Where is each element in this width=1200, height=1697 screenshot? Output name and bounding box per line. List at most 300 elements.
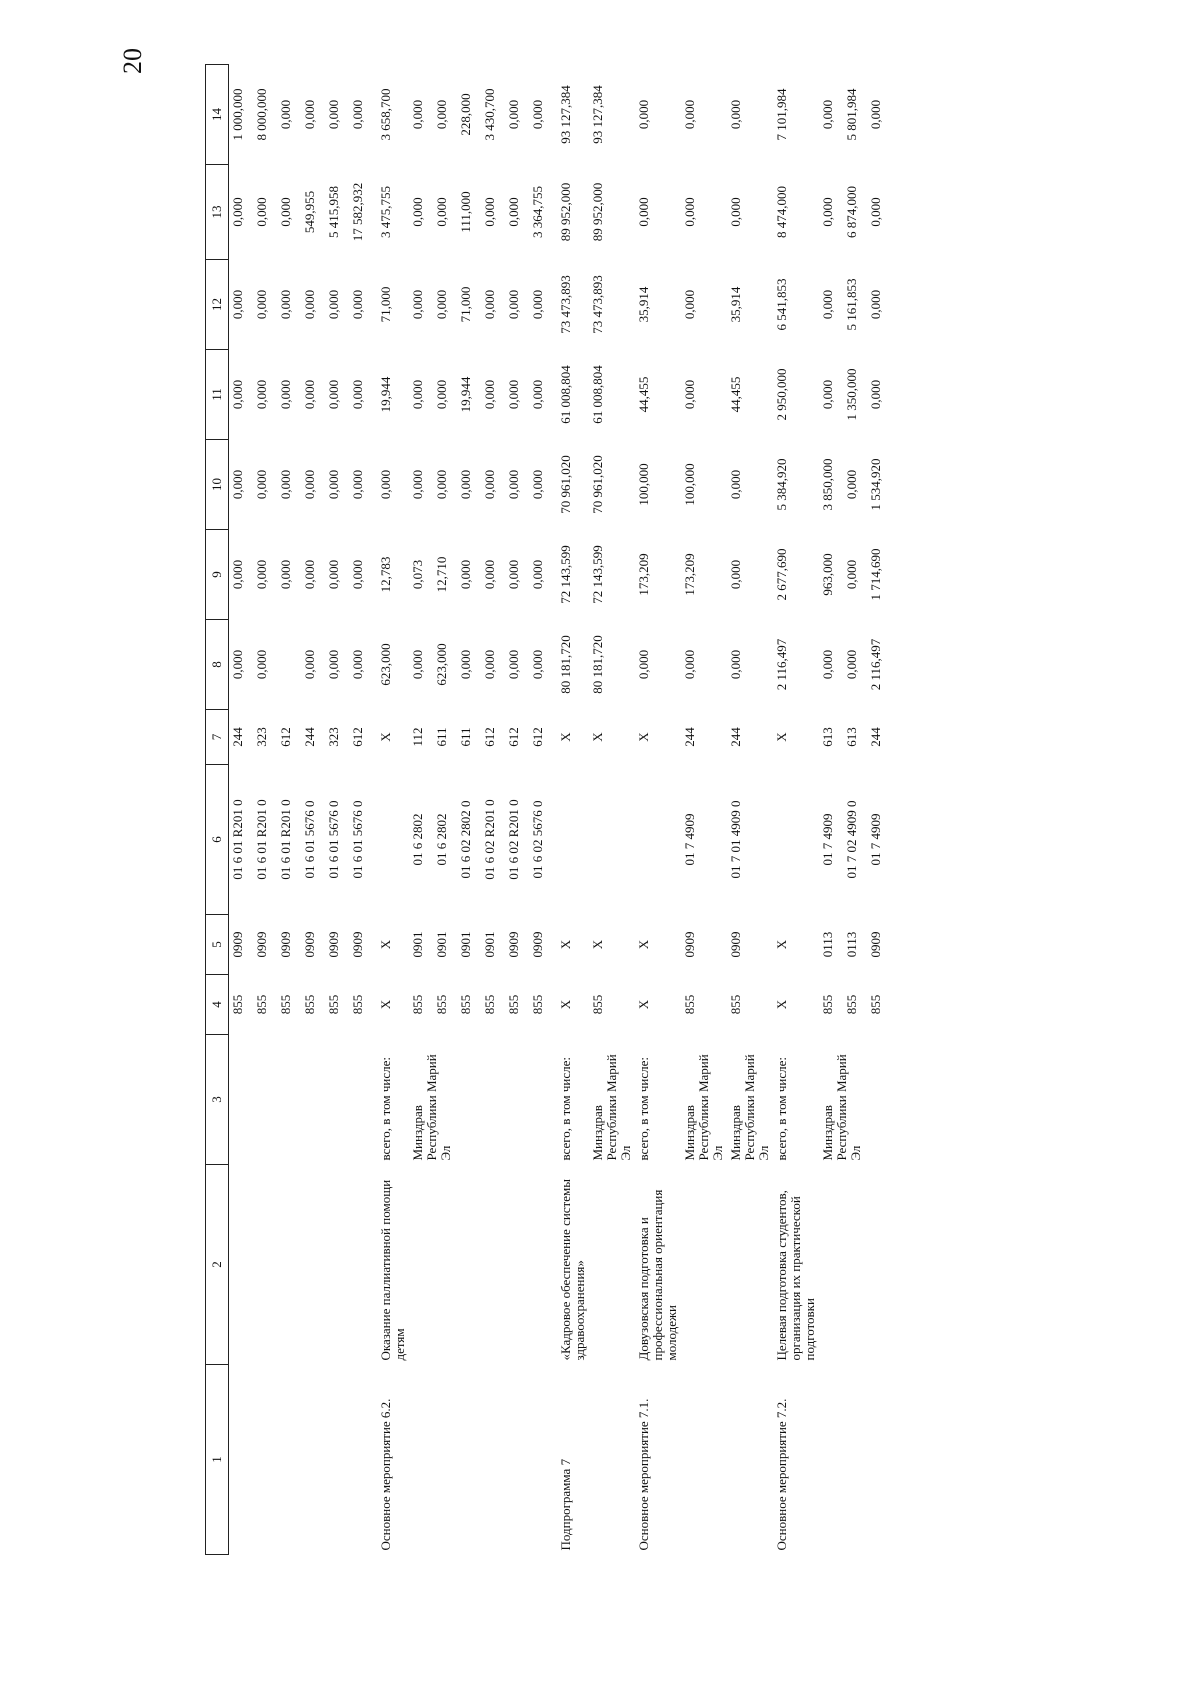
column-header-8: 8: [206, 620, 229, 710]
cell-value: 0,000: [506, 649, 521, 680]
cell-value: 0,000: [506, 379, 521, 410]
cell-col-6: [819, 765, 895, 915]
cell-value: 0,000: [350, 289, 365, 320]
cell-col-5: [589, 915, 635, 975]
cell-col-6: [409, 765, 557, 915]
cell-value: 0909: [506, 931, 521, 958]
cell-value: 855: [506, 994, 521, 1015]
cell-value: 855: [458, 994, 473, 1015]
cell-col-13: [819, 165, 895, 260]
cell-value: 855: [728, 994, 743, 1015]
cell-col-5: [377, 915, 409, 975]
cell-value: 0,000: [682, 379, 697, 410]
cell-value: 0909: [230, 931, 245, 958]
cell-col-3: [229, 1035, 378, 1165]
cell-col-1: [229, 1365, 378, 1555]
cell-col-2: «Кадровое обеспечение системы здравоохранения»: [558, 1179, 587, 1361]
cell-col-3: всего, в том числе:: [378, 1056, 393, 1161]
cell-value: 0,000: [682, 649, 697, 680]
cell-value: 228,000: [458, 93, 473, 136]
cell-value: 173,209: [636, 553, 651, 596]
cell-value: 2 116,497: [774, 638, 789, 691]
cell-value: X: [558, 732, 573, 742]
cell-col-12: [727, 260, 773, 350]
cell-col-4: [635, 975, 681, 1035]
cell-col-7: [727, 710, 773, 765]
cell-value: 0909: [302, 931, 317, 958]
cell-value: 0,000: [434, 469, 449, 500]
column-header-7: 7: [206, 710, 229, 765]
cell-value: 0,000: [868, 379, 883, 410]
cell-value: 01 7 4909: [820, 813, 835, 866]
cell-value: 44,455: [636, 376, 651, 413]
cell-value: 0,000: [254, 559, 269, 590]
cell-col-5: [557, 915, 589, 975]
cell-value: 0901: [482, 931, 497, 958]
cell-value: 0,000: [230, 469, 245, 500]
cell-value: X: [636, 939, 651, 950]
cell-col-4: [727, 975, 773, 1035]
cell-value: 612: [530, 727, 545, 747]
cell-col-5: [727, 915, 773, 975]
cell-col-13: [589, 165, 635, 260]
cell-value: 1 714,690: [868, 548, 883, 601]
cell-value: 5 161,853: [844, 278, 859, 331]
cell-value: [637, 769, 661, 911]
cell-value: 0,000: [230, 649, 245, 680]
cell-col-14: [409, 65, 557, 165]
column-header-2: 2: [206, 1165, 229, 1365]
cell-col-2: [409, 1165, 557, 1365]
cell-value: 0,000: [230, 379, 245, 410]
cell-col-8: [409, 620, 557, 710]
cell-value: 0,000: [350, 99, 365, 130]
cell-value: 01 6 02 R201 0: [482, 799, 497, 880]
cell-col-10: [819, 440, 895, 530]
cell-value: 0,000: [278, 99, 293, 130]
cell-value: 0,000: [482, 289, 497, 320]
cell-col-8: [681, 620, 727, 710]
cell-value: 323: [254, 727, 269, 747]
cell-value: 0,000: [530, 649, 545, 680]
cell-col-11: [229, 350, 378, 440]
cell-value: 0,000: [820, 99, 835, 130]
cell-value: 0909: [530, 931, 545, 958]
table-row: [377, 65, 409, 1555]
cell-col-1: Подпрограмма 7: [558, 1458, 573, 1551]
cell-value: 855: [590, 994, 605, 1015]
cell-value: 80 181,720: [558, 635, 573, 694]
cell-col-12: [681, 260, 727, 350]
cell-value: 0,000: [482, 469, 497, 500]
cell-value: 01 6 02 2802 0: [458, 800, 473, 879]
cell-value: 44,455: [728, 376, 743, 413]
cell-value: 0,000: [636, 197, 651, 227]
cell-value: 0,000: [350, 379, 365, 410]
cell-col-2: [819, 1165, 895, 1365]
cell-col-14: [819, 65, 895, 165]
cell-value: 3 430,700: [482, 88, 497, 141]
cell-col-14: [589, 65, 635, 165]
cell-value: 93 127,384: [590, 85, 605, 144]
cell-col-7: [409, 710, 557, 765]
cell-value: 855: [278, 994, 293, 1015]
cell-value: 855: [350, 994, 365, 1015]
table-row: [557, 65, 589, 1555]
cell-value: 0,000: [844, 469, 859, 500]
cell-value: X: [590, 732, 605, 742]
cell-value: 0,000: [326, 469, 341, 500]
cell-col-12: [819, 260, 895, 350]
cell-value: 1 534,920: [868, 458, 883, 511]
cell-col-4: [409, 975, 557, 1035]
cell-value: 0,000: [302, 649, 317, 680]
cell-col-14: [681, 65, 727, 165]
cell-col-2: [681, 1165, 727, 1365]
cell-value: 244: [230, 727, 245, 747]
cell-value: 61 008,804: [558, 365, 573, 424]
cell-col-9: [773, 530, 819, 620]
cell-value: X: [774, 999, 789, 1010]
cell-value: 612: [482, 727, 497, 747]
cell-col-13: [409, 165, 557, 260]
cell-value: 0,000: [326, 289, 341, 320]
cell-col-3: Минздрав Республики Марий Эл: [682, 1054, 725, 1161]
cell-col-13: [727, 165, 773, 260]
cell-col-6: [229, 765, 378, 915]
cell-value: [279, 624, 303, 706]
cell-value: 0,000: [278, 197, 293, 227]
cell-value: 61 008,804: [590, 365, 605, 424]
cell-value: 0,000: [302, 379, 317, 410]
cell-col-5: [409, 915, 557, 975]
cell-value: 0,000: [506, 469, 521, 500]
cell-value: 0,073: [410, 559, 425, 590]
cell-col-13: [773, 165, 819, 260]
cell-value: 0,000: [254, 289, 269, 320]
cell-value: X: [558, 999, 573, 1010]
cell-col-11: [589, 350, 635, 440]
cell-col-2: [727, 1165, 773, 1365]
cell-value: 6 874,000: [844, 186, 859, 238]
cell-value: 12,783: [378, 556, 393, 593]
cell-value: 612: [350, 727, 365, 747]
cell-col-14: [377, 65, 409, 165]
cell-value: 0,000: [728, 469, 743, 500]
cell-value: 0,000: [378, 469, 393, 500]
cell-col-7: [681, 710, 727, 765]
cell-value: 0,000: [326, 559, 341, 590]
cell-value: 0,000: [278, 379, 293, 410]
cell-value: 0,000: [482, 559, 497, 590]
rotated-table-container: [205, 65, 1075, 1555]
cell-value: 855: [482, 994, 497, 1015]
cell-value: [775, 769, 799, 911]
cell-value: 0901: [410, 931, 425, 958]
cell-value: 5 415,958: [326, 186, 341, 238]
cell-value: 0,000: [254, 379, 269, 410]
cell-col-10: [409, 440, 557, 530]
cell-value: 323: [326, 727, 341, 747]
cell-value: 0,000: [302, 469, 317, 500]
cell-col-8: [229, 620, 378, 710]
cell-col-2: [589, 1165, 635, 1365]
cell-value: 72 143,599: [558, 545, 573, 604]
table-row: [635, 65, 681, 1555]
cell-value: 549,955: [302, 190, 317, 234]
cell-col-7: [819, 710, 895, 765]
cell-value: 0,000: [682, 197, 697, 227]
column-header-5: 5: [206, 915, 229, 975]
table-row: [409, 65, 557, 1555]
cell-col-10: [727, 440, 773, 530]
cell-value: 623,000: [378, 643, 393, 686]
cell-value: 0,000: [458, 469, 473, 500]
cell-value: 17 582,932: [350, 182, 365, 242]
cell-value: 71,000: [458, 286, 473, 323]
cell-value: 8 000,000: [254, 88, 269, 141]
cell-col-8: [727, 620, 773, 710]
cell-col-4: [681, 975, 727, 1035]
cell-value: 100,000: [682, 463, 697, 506]
cell-value: 12,710: [434, 556, 449, 593]
cell-value: X: [590, 939, 605, 950]
cell-value: 855: [230, 994, 245, 1015]
cell-col-10: [773, 440, 819, 530]
cell-value: 01 6 01 R201 0: [278, 799, 293, 880]
cell-col-13: [229, 165, 378, 260]
cell-col-14: [727, 65, 773, 165]
cell-value: 0909: [868, 931, 883, 958]
cell-value: X: [378, 939, 393, 950]
cell-value: X: [378, 732, 393, 742]
cell-value: 0,000: [410, 197, 425, 227]
cell-value: 5 801,984: [844, 88, 859, 141]
table-row: [773, 65, 819, 1555]
cell-value: 71,000: [378, 286, 393, 323]
cell-col-4: [377, 975, 409, 1035]
cell-value: 0,000: [302, 99, 317, 130]
cell-col-9: [727, 530, 773, 620]
cell-value: 0,000: [530, 469, 545, 500]
cell-col-8: [773, 620, 819, 710]
cell-col-5: [681, 915, 727, 975]
cell-value: 612: [278, 727, 293, 747]
cell-value: 855: [434, 994, 449, 1015]
cell-col-9: [589, 530, 635, 620]
cell-value: 111,000: [458, 191, 473, 233]
cell-value: X: [774, 939, 789, 950]
cell-value: 963,000: [820, 553, 835, 596]
table-row: [727, 65, 773, 1555]
cell-value: 623,000: [434, 643, 449, 686]
cell-value: 0,000: [728, 559, 743, 590]
cell-col-14: [557, 65, 589, 165]
cell-col-10: [681, 440, 727, 530]
cell-value: 0,000: [868, 197, 883, 227]
cell-col-8: [377, 620, 409, 710]
cell-col-13: [377, 165, 409, 260]
cell-value: 0,000: [530, 559, 545, 590]
cell-value: 0909: [682, 931, 697, 958]
cell-col-5: [819, 915, 895, 975]
cell-value: 0,000: [458, 559, 473, 590]
cell-value: 244: [728, 727, 743, 747]
cell-col-6: [377, 765, 409, 915]
cell-value: 5 384,920: [774, 458, 789, 511]
cell-value: 01 7 02 4909 0: [844, 800, 859, 879]
cell-value: 612: [506, 727, 521, 747]
cell-col-7: [557, 710, 589, 765]
budget-table: [205, 64, 895, 1555]
cell-value: 613: [844, 727, 859, 747]
cell-col-4: [589, 975, 635, 1035]
cell-value: X: [636, 999, 651, 1010]
cell-value: 0,000: [506, 99, 521, 130]
cell-col-3: Минздрав Республики Марий Эл: [590, 1054, 633, 1161]
cell-value: 173,209: [682, 553, 697, 596]
cell-col-2: Довузовская подготовка и профессиональная ориентация молодежи: [636, 1189, 679, 1361]
cell-value: 0,000: [350, 649, 365, 680]
cell-col-6: [635, 765, 681, 915]
cell-col-3: Минздрав Республики Марий Эл: [820, 1054, 863, 1161]
cell-col-11: [819, 350, 895, 440]
cell-value: 244: [682, 727, 697, 747]
cell-value: 0,000: [434, 289, 449, 320]
cell-value: 0,000: [530, 289, 545, 320]
cell-col-7: [229, 710, 378, 765]
cell-value: 0909: [254, 931, 269, 958]
cell-value: 0,000: [682, 289, 697, 320]
cell-value: 70 961,020: [558, 455, 573, 514]
table-row: [819, 65, 895, 1555]
cell-value: 0,000: [530, 99, 545, 130]
cell-value: 100,000: [636, 463, 651, 506]
cell-value: 0,000: [482, 379, 497, 410]
cell-value: 0,000: [458, 649, 473, 680]
cell-value: 0,000: [410, 379, 425, 410]
cell-col-5: [229, 915, 378, 975]
page-number: 20: [118, 48, 147, 74]
cell-value: 855: [868, 994, 883, 1015]
column-header-9: 9: [206, 530, 229, 620]
cell-value: 0,000: [868, 99, 883, 130]
cell-value: 0,000: [682, 99, 697, 130]
column-header-10: 10: [206, 440, 229, 530]
cell-col-10: [589, 440, 635, 530]
cell-value: 01 6 01 R201 0: [230, 799, 245, 880]
cell-value: 855: [254, 994, 269, 1015]
table-body: [229, 65, 896, 1555]
cell-value: 3 364,755: [530, 186, 545, 238]
cell-col-4: [819, 975, 895, 1035]
cell-value: 244: [302, 727, 317, 747]
cell-value: 80 181,720: [590, 635, 605, 694]
cell-col-13: [635, 165, 681, 260]
cell-col-3: Минздрав Республики Марий Эл: [728, 1054, 771, 1161]
cell-value: 0909: [278, 931, 293, 958]
cell-value: 855: [326, 994, 341, 1015]
cell-value: 0,000: [636, 99, 651, 130]
cell-col-9: [681, 530, 727, 620]
column-header-13: 13: [206, 165, 229, 260]
cell-col-12: [229, 260, 378, 350]
cell-value: 0,000: [326, 99, 341, 130]
cell-col-7: [773, 710, 819, 765]
cell-value: 0,000: [434, 99, 449, 130]
cell-value: X: [558, 939, 573, 950]
cell-col-6: [681, 765, 727, 915]
cell-value: 89 952,000: [558, 182, 573, 242]
cell-col-6: [589, 765, 635, 915]
cell-col-11: [377, 350, 409, 440]
cell-value: 0,000: [410, 289, 425, 320]
cell-col-11: [635, 350, 681, 440]
cell-col-14: [773, 65, 819, 165]
column-header-1: 1: [206, 1365, 229, 1555]
cell-value: 2 116,497: [868, 638, 883, 691]
cell-col-9: [377, 530, 409, 620]
cell-value: 0,000: [302, 289, 317, 320]
cell-value: 611: [458, 727, 473, 747]
cell-value: 112: [410, 727, 425, 747]
cell-col-10: [377, 440, 409, 530]
cell-value: 0,000: [302, 559, 317, 590]
cell-col-2: [229, 1165, 378, 1365]
cell-col-8: [635, 620, 681, 710]
cell-col-12: [377, 260, 409, 350]
cell-col-13: [557, 165, 589, 260]
cell-col-12: [409, 260, 557, 350]
cell-value: [591, 769, 615, 911]
cell-value: 0,000: [506, 289, 521, 320]
column-header-11: 11: [206, 350, 229, 440]
cell-col-3: всего, в том числе:: [774, 1056, 789, 1161]
cell-col-9: [409, 530, 557, 620]
column-header-14: 14: [206, 65, 229, 165]
cell-value: 0,000: [350, 559, 365, 590]
cell-value: 01 6 2802: [410, 813, 425, 866]
cell-value: 0,000: [728, 197, 743, 227]
cell-value: 0,000: [326, 379, 341, 410]
cell-col-14: [635, 65, 681, 165]
cell-value: 6 541,853: [774, 278, 789, 331]
cell-value: 73 473,893: [558, 275, 573, 334]
cell-col-5: [635, 915, 681, 975]
cell-value: 0,000: [728, 649, 743, 680]
cell-col-5: [773, 915, 819, 975]
cell-value: 0,000: [506, 559, 521, 590]
cell-value: 19,944: [458, 376, 473, 413]
cell-col-7: [635, 710, 681, 765]
cell-value: 01 6 02 5676 0: [530, 800, 545, 879]
cell-value: 0,000: [482, 197, 497, 227]
cell-value: [379, 769, 403, 911]
cell-col-3: всего, в том числе:: [558, 1056, 573, 1161]
cell-value: 35,914: [636, 286, 651, 323]
cell-value: 19,944: [378, 376, 393, 413]
cell-col-13: [681, 165, 727, 260]
cell-value: 613: [820, 727, 835, 747]
cell-value: 0,000: [254, 469, 269, 500]
cell-value: 855: [682, 994, 697, 1015]
header-row: [206, 65, 229, 1555]
cell-value: 0,000: [230, 289, 245, 320]
cell-value: 0,000: [844, 559, 859, 590]
cell-value: 0,000: [278, 289, 293, 320]
cell-col-2: Целевая подготовка студентов, организация их практической подготовки: [774, 1190, 817, 1361]
cell-value: 0,000: [728, 99, 743, 130]
